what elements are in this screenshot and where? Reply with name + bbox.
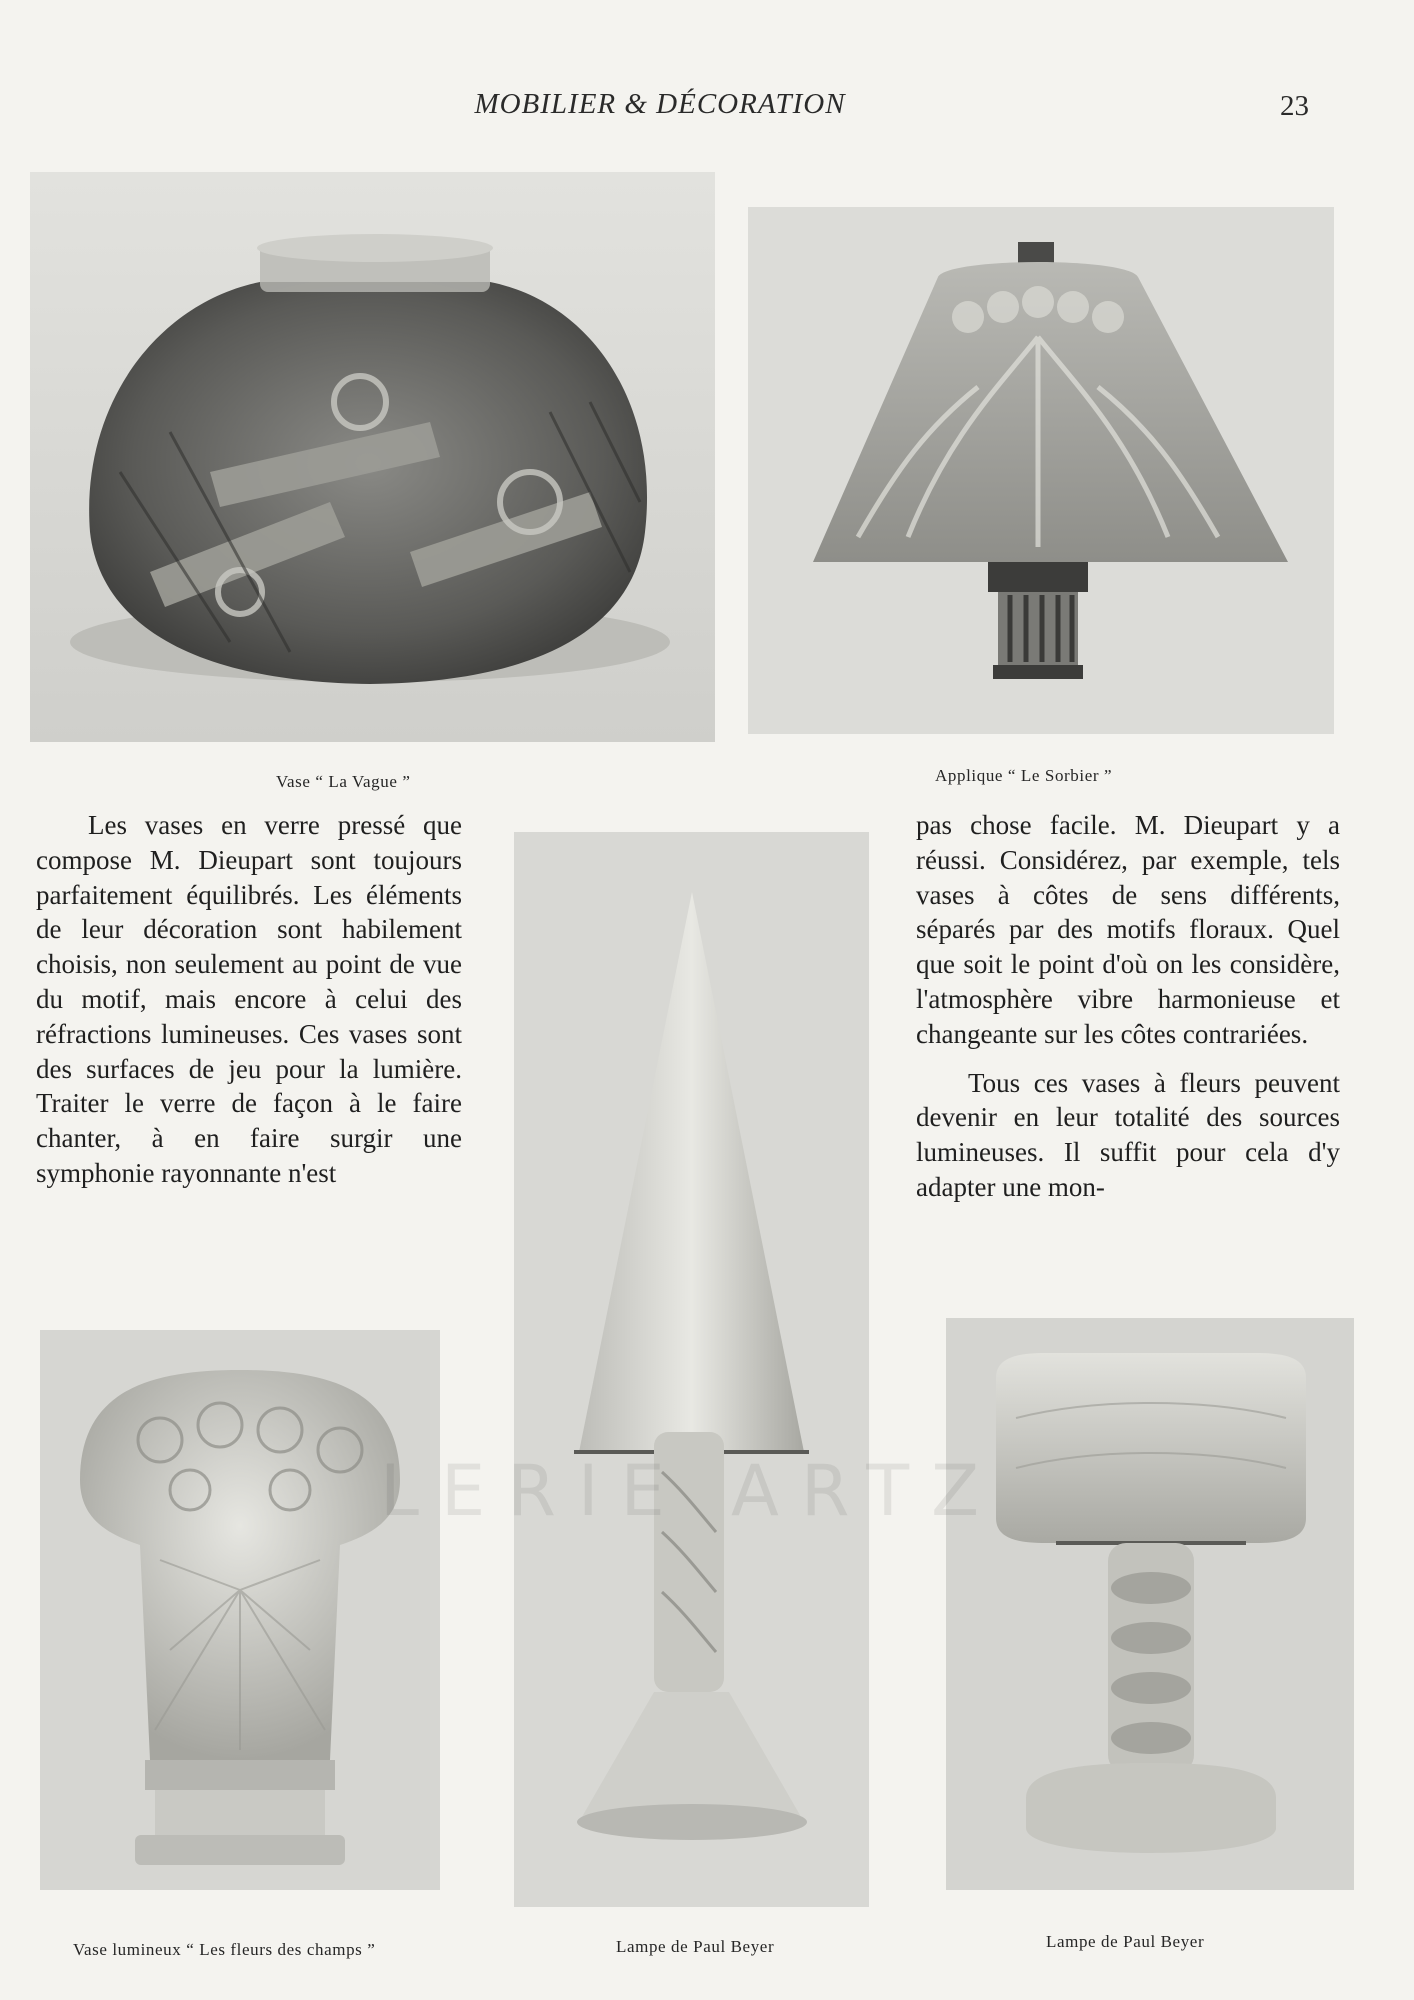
- watermark: LERIE ARTZ: [380, 1450, 1002, 1532]
- caption-lampe-beyer-2: Lampe de Paul Beyer: [1046, 1932, 1205, 1951]
- left-paragraph: Les vases en verre pressé que compose M. Dieupart sont toujours parfaitement équilibrés. Les éléments de leur décoration sont habilement choisis, non seulement au point de vue du motif, mais encore à celui des réfractions lumineuses. Ces vases sont des surfaces de jeu pour la lumière. Traiter le verre de façon à le faire chanter, à en faire surgir une symphonie rayonnante n'est: [36, 810, 462, 1188]
- caption-vase-la-vague: Vase “ La Vague ”: [276, 772, 411, 791]
- photo-vase-lumineux: [40, 1330, 440, 1890]
- right-column-text: [916, 808, 1340, 1205]
- caption-applique-le-sorbier: Applique “ Le Sorbier ”: [935, 766, 1113, 785]
- right-paragraph-2: Tous ces vases à fleurs peuvent devenir en leur totalité des sources lumineuses. Il suffit pour cela d'y adapter une mon-: [916, 1067, 1340, 1202]
- running-title: MOBILIER & DÉCORATION: [474, 88, 846, 120]
- photo-applique-le-sorbier: [748, 207, 1334, 734]
- caption-vase-lumineux: Vase lumineux “ Les fleurs des champs ”: [73, 1940, 376, 1959]
- right-paragraph-1: pas chose facile. M. Dieupart y a réussi. Considérez, par exemple, tels vases à côtes de sens différents, séparés par des motifs floraux. Quel que soit le point d'où on les considère, l'atmosphère vibre harmonieuse et changeante sur les côtes contrariées.: [916, 810, 1340, 1049]
- photo-lampe-beyer-mushroom: [946, 1318, 1354, 1890]
- page-number: 23: [1280, 90, 1309, 122]
- photo-lampe-beyer-cone: [514, 832, 869, 1907]
- left-column-text: [36, 808, 462, 1191]
- photo-vase-la-vague: [30, 172, 715, 742]
- caption-lampe-beyer-1: Lampe de Paul Beyer: [616, 1937, 775, 1956]
